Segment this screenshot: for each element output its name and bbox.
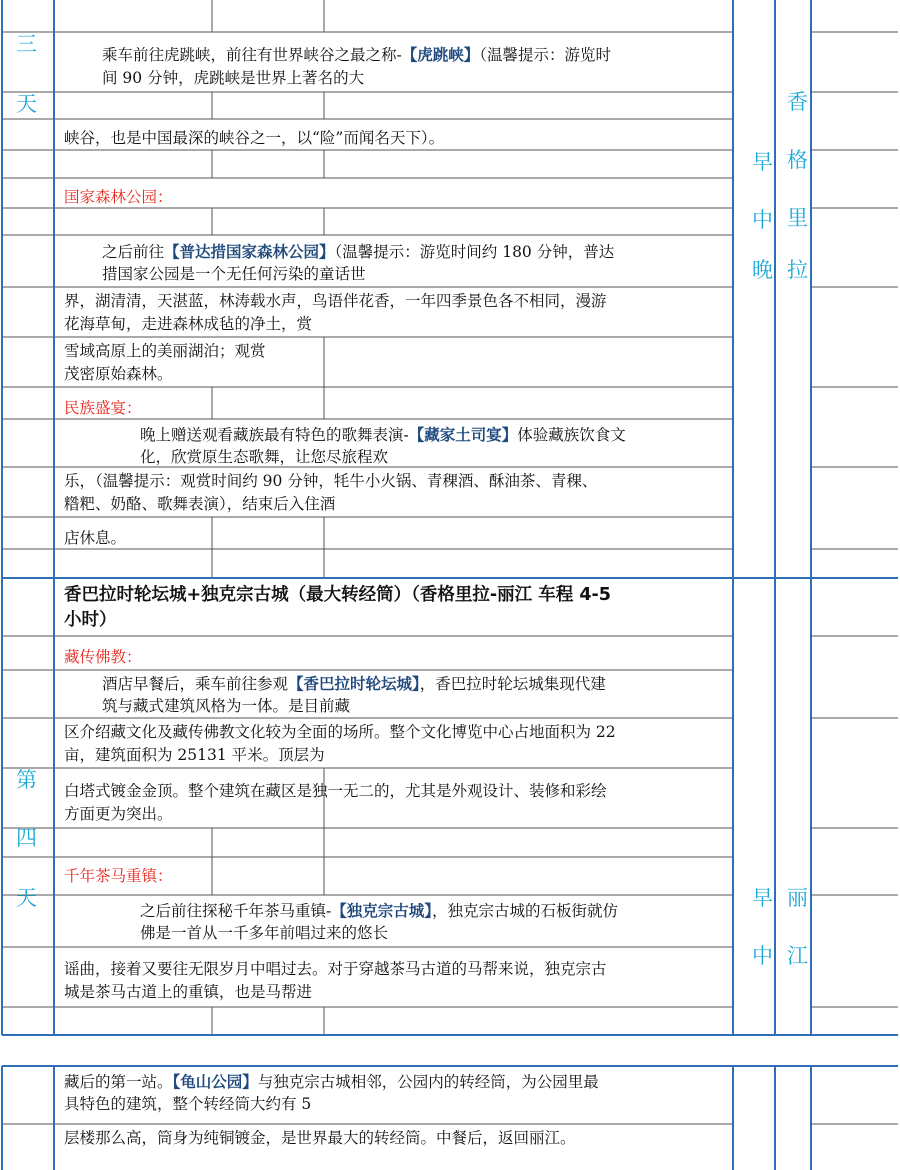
day4-label-char-2: 四 <box>16 826 37 850</box>
section-heading-tea-horse-town: 千年茶马重镇： <box>64 867 173 885</box>
day3-feast-line-5: 店休息。 <box>64 529 127 547</box>
day3-forest-line-4: 花海草甸，走进森林成毡的净土，赏 <box>64 315 313 333</box>
day4-mandala-line-6: 方面更为突出。 <box>64 805 173 823</box>
day4-dukezong-line-3: 谣曲，接着又要往无限岁月中唱过去。对于穿越茶马古道的马帮来说，独克宗古 <box>64 960 607 978</box>
day4-meal-char-1: 早 <box>752 886 773 910</box>
day4-title-line-2: 小时） <box>64 610 117 630</box>
tibetan-feast-highlight: 【藏家土司宴】 <box>408 425 518 444</box>
day4-hotel-char-1: 丽 <box>787 886 808 910</box>
day4-label-char-3: 天 <box>16 886 37 910</box>
day4-continued-line-2: 具特色的建筑，整个转经筒大约有 5 <box>64 1095 312 1113</box>
day4-continued-line-3: 层楼那么高，筒身为纯铜镀金，是世界最大的转经筒。中餐后，返回丽江。 <box>64 1129 576 1147</box>
day4-mandala-line-2: 筑与藏式建筑风格为一体。是目前藏 <box>102 697 351 715</box>
section-heading-national-forest: 国家森林公园： <box>64 188 173 206</box>
day3-hotel-char-2: 格 <box>787 148 808 172</box>
day4-label-char-1: 第 <box>16 768 37 792</box>
day4-dukezong-line-1: 之后前往探秘千年茶马重镇-【独克宗古城】，独克宗古城的石板街就仿 <box>140 901 619 920</box>
day3-meal-char-2: 中 <box>752 208 773 232</box>
day4-mandala-line-4: 亩，建筑面积为 25131 平米。顶层为 <box>64 746 325 764</box>
pudacuo-park-highlight: 【普达措国家森林公园】 <box>164 242 335 261</box>
dukezong-old-town-highlight: 【独克宗古城】 <box>331 901 433 920</box>
tiger-leaping-gorge-highlight: 【虎跳峡】 <box>401 45 480 64</box>
day3-tiger-leaping-line-1: 乘车前往虎跳峡，前往有世界峡谷之最之称-【虎跳峡】（温馨提示：游览时 <box>102 45 612 64</box>
day3-feast-line-1: 晚上赠送观看藏族最有特色的歌舞表演-【藏家土司宴】体验藏族饮食文 <box>140 425 626 444</box>
day4-mandala-line-3: 区介绍藏文化及藏传佛教文化较为全面的场所。整个文化博览中心占地面积为 22 <box>64 723 616 741</box>
day4-dukezong-line-4: 城是茶马古道上的重镇，也是马帮进 <box>64 983 313 1001</box>
section-heading-tibetan-buddhism: 藏传佛教： <box>64 648 142 666</box>
day3-forest-line-3: 界，湖清清，天湛蓝，林涛载水声，鸟语伴花香，一年四季景色各不相同，漫游 <box>64 292 607 310</box>
day3-feast-line-4: 糌粑、奶酪、歌舞表演），结束后入住酒 <box>64 495 336 513</box>
day3-tiger-leaping-line-3: 峡谷，也是中国最深的峡谷之一，以“险”而闻名天下）。 <box>64 129 445 147</box>
day3-forest-line-6: 茂密原始森林。 <box>64 365 173 383</box>
day3-forest-line-5: 雪域高原上的美丽湖泊；观赏 <box>64 342 266 360</box>
day4-title-line-1: 香巴拉时轮坛城+独克宗古城（最大转经筒）（香格里拉-丽江 车程 4-5 <box>64 585 611 605</box>
day4-mandala-line-1: 酒店早餐后，乘车前往参观【香巴拉时轮坛城】，香巴拉时轮坛城集现代建 <box>102 674 606 693</box>
day3-hotel-char-1: 香 <box>787 90 808 114</box>
shambhala-mandala-highlight: 【香巴拉时轮坛城】 <box>288 674 420 693</box>
day3-hotel-char-4: 拉 <box>787 258 808 282</box>
day3-feast-line-3: 乐，（温馨提示：观赏时间约 90 分钟，牦牛小火锅、青稞酒、酥油茶、青稞、 <box>64 472 598 490</box>
day4-mandala-line-5: 白塔式镀金金顶。整个建筑在藏区是独一无二的，尤其是外观设计、装修和彩绘 <box>64 782 607 800</box>
day3-hotel-char-3: 里 <box>787 206 808 230</box>
day3-label-char-1: 三 <box>16 32 37 56</box>
day3-feast-line-2: 化，欣赏原生态歌舞，让您尽旅程欢 <box>140 448 389 466</box>
day3-label-char-2: 天 <box>16 92 37 116</box>
day3-forest-line-1: 之后前往【普达措国家森林公园】（温馨提示：游览时间约 180 分钟，普达 <box>102 242 615 261</box>
day4-dukezong-line-2: 佛是一首从一千多年前唱过来的悠长 <box>140 924 389 942</box>
day4-hotel-char-2: 江 <box>787 944 808 968</box>
day4-meal-char-2: 中 <box>752 944 773 968</box>
day3-tiger-leaping-line-2: 间 90 分钟，虎跳峡是世界上著名的大 <box>102 69 365 87</box>
day3-forest-line-2: 措国家公园是一个无任何污染的童话世 <box>102 265 366 283</box>
day4-continued-line-1: 藏后的第一站。【龟山公园】与独克宗古城相邻，公园内的转经筒，为公园里最 <box>64 1072 599 1091</box>
guishan-park-highlight: 【龟山公园】 <box>172 1072 258 1091</box>
day3-meal-char-3: 晚 <box>752 258 773 282</box>
section-heading-ethnic-feast: 民族盛宴： <box>64 399 142 417</box>
day3-meal-char-1: 早 <box>752 150 773 174</box>
